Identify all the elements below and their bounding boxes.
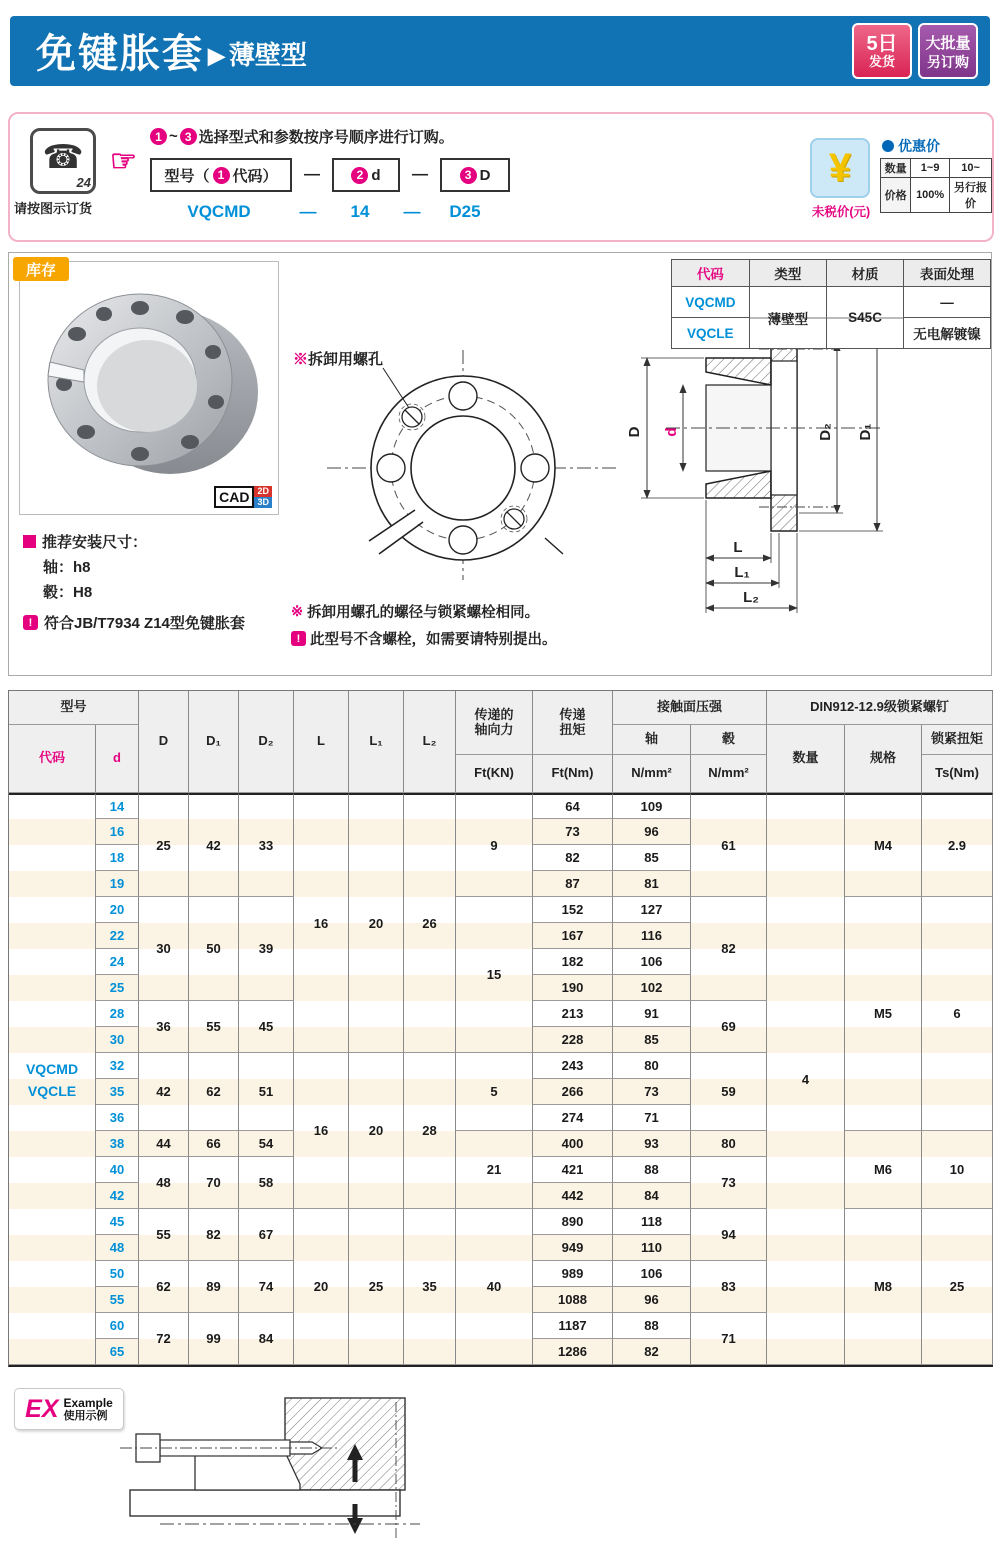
table-cell: 84: [239, 1313, 294, 1365]
table-cell: 55: [139, 1209, 189, 1261]
stock-badge: 库存: [13, 257, 69, 281]
table-cell: 25: [139, 793, 189, 897]
info-icon: !: [23, 615, 38, 630]
table-cell: 55: [189, 1001, 239, 1053]
table-cell: 24: [96, 949, 139, 975]
spec-header-code: 代码: [672, 260, 750, 287]
usage-example-drawing: [100, 1392, 430, 1542]
table-cell: 71: [613, 1105, 691, 1131]
magenta-square-icon: [23, 535, 36, 548]
page-title: [36, 22, 307, 79]
ship-badge-line1: 5日: [866, 32, 898, 55]
removal-hole-label: 拆卸用螺孔: [308, 351, 384, 368]
table-cell: 110: [613, 1235, 691, 1261]
title-main: 免键胀套: [36, 32, 204, 76]
title-arrow-icon: ▶: [208, 43, 225, 68]
table-cell: 400: [533, 1131, 613, 1157]
table-cell: 73: [691, 1157, 767, 1209]
D-box-label: D: [479, 166, 491, 184]
table-cell: 20: [294, 1209, 349, 1365]
table-cell: 82: [189, 1209, 239, 1261]
table-cell: 266: [533, 1079, 613, 1105]
table-cell: 82: [691, 897, 767, 1001]
table-cell: 6: [922, 897, 993, 1131]
table-cell: 72: [139, 1313, 189, 1365]
spec-code-2: VQCLE: [672, 318, 750, 349]
header-code: 代码: [9, 725, 96, 793]
table-cell: 58: [239, 1157, 294, 1209]
dim-D1: D₁: [857, 423, 874, 441]
table-cell: 19: [96, 871, 139, 897]
dash: —: [304, 166, 320, 183]
table-cell: 106: [613, 1261, 691, 1287]
table-cell: 30: [96, 1027, 139, 1053]
spec-type: 薄壁型: [749, 287, 827, 349]
bulk-order-badge: [918, 23, 978, 79]
qty-label: 数量: [881, 159, 911, 178]
phone-24h-icon: [30, 128, 96, 194]
page-header: [10, 16, 990, 86]
table-cell: 21: [456, 1131, 533, 1209]
table-cell: 190: [533, 975, 613, 1001]
ship-badge-line2: 发货: [868, 53, 895, 69]
price-value-1: 100%: [911, 178, 950, 213]
price-label: 价格: [881, 178, 911, 213]
table-cell: 33: [239, 793, 294, 897]
table-cell: 25: [922, 1209, 993, 1365]
header-lock-torque: 锁紧扭矩: [922, 725, 993, 755]
table-cell: 213: [533, 1001, 613, 1027]
table-cell: 38: [96, 1131, 139, 1157]
main-table-body: [9, 793, 993, 1365]
product-photo-box: [19, 261, 279, 515]
install-hub: 毂：H8: [43, 584, 93, 601]
table-cell: 16: [294, 793, 349, 1053]
spec-material: S45C: [827, 287, 904, 349]
install-shaft: 轴：h8: [43, 559, 91, 576]
table-cell: 35: [404, 1209, 456, 1365]
table-cell: 62: [189, 1053, 239, 1131]
table-cell: 91: [613, 1001, 691, 1027]
table-cell: 35: [96, 1079, 139, 1105]
table-cell: 949: [533, 1235, 613, 1261]
d-box-num: 2: [351, 167, 368, 184]
table-cell: 42: [189, 793, 239, 897]
table-cell: 167: [533, 923, 613, 949]
table-cell: 9: [456, 793, 533, 897]
table-cell: 82: [533, 845, 613, 871]
spec-header-surface: 表面处理: [903, 260, 990, 287]
table-cell: 102: [613, 975, 691, 1001]
table-cell: 890: [533, 1209, 613, 1235]
table-cell: 32: [96, 1053, 139, 1079]
dim-L1: L₁: [734, 564, 750, 581]
cad-3d-label: 3D: [254, 497, 272, 508]
spec-surface-2: 无电解镀镍: [903, 318, 990, 349]
table-cell: 152: [533, 897, 613, 923]
table-cell: 67: [239, 1209, 294, 1261]
example-D: D25: [449, 202, 481, 221]
bulk-badge-line2: 另订购: [927, 53, 969, 70]
header-screw-group: DIN912-12.9级锁紧螺钉: [767, 691, 993, 725]
header-D1: D₁: [189, 691, 239, 793]
header-pressure-group: 接触面压强: [613, 691, 767, 725]
table-cell: 109: [613, 793, 691, 819]
header-model-group: 型号: [9, 691, 139, 725]
table-cell: 94: [691, 1209, 767, 1261]
header-d: d: [96, 725, 139, 793]
table-cell: 16: [96, 819, 139, 845]
order-code-boxes: [150, 158, 510, 192]
table-cell: 30: [139, 897, 189, 1001]
header-L2: L₂: [404, 691, 456, 793]
table-cell: 36: [96, 1105, 139, 1131]
header-D: D: [139, 691, 189, 793]
table-cell: 59: [691, 1053, 767, 1131]
yen-icon: ¥: [828, 145, 852, 190]
install-title: 推荐安装尺寸：: [42, 534, 148, 551]
table-cell: 48: [139, 1157, 189, 1209]
table-cell: 50: [189, 897, 239, 1001]
D-code-box: [440, 158, 510, 192]
dim-L: L: [733, 539, 743, 556]
table-cell: 1187: [533, 1313, 613, 1339]
header-qty: 数量: [767, 725, 845, 793]
dim-D2: D₂: [817, 423, 834, 441]
step-3-badge: 3: [180, 128, 197, 145]
section-view-drawing: [621, 303, 921, 633]
price-value-2: 另行报价: [950, 178, 992, 213]
table-cell: 73: [613, 1079, 691, 1105]
table-cell: 99: [189, 1313, 239, 1365]
table-cell: 80: [691, 1131, 767, 1157]
svg-text:※拆卸用螺孔: [293, 350, 383, 368]
tilde: ~: [169, 128, 178, 145]
info-icon: !: [291, 631, 306, 646]
table-header: [9, 691, 993, 793]
table-cell: 62: [139, 1261, 189, 1313]
table-cell: 69: [691, 1001, 767, 1053]
install-notes: [23, 531, 245, 637]
asterisk-mark: ※: [291, 603, 304, 620]
dim-d: d: [663, 427, 680, 437]
table-cell: 54: [239, 1131, 294, 1157]
cad-badge[interactable]: [214, 486, 272, 508]
tax-note: 未税价(元): [811, 205, 871, 219]
header-nmm2-shaft: N/mm²: [613, 755, 691, 793]
table-cell: 22: [96, 923, 139, 949]
product-section: [8, 252, 992, 676]
cad-label: CAD: [214, 486, 254, 508]
table-cell: 71: [691, 1313, 767, 1365]
d-code-box: [332, 158, 400, 192]
table-cell: 14: [96, 793, 139, 819]
table-cell: 36: [139, 1001, 189, 1053]
table-row: [9, 1131, 993, 1157]
table-cell: 15: [456, 897, 533, 1053]
table-cell: 73: [533, 819, 613, 845]
header-L: L: [294, 691, 349, 793]
example-label: Example: [63, 1395, 113, 1410]
table-cell: 83: [691, 1261, 767, 1313]
table-cell: M6: [845, 1131, 922, 1209]
dim-D: D: [626, 426, 643, 438]
note-2: 此型号不含螺栓，如需要请特别提出。: [310, 632, 557, 648]
ordering-instruction: [150, 126, 454, 147]
table-cell: 5: [456, 1053, 533, 1131]
table-cell: 20: [349, 793, 404, 1053]
table-cell: 55: [96, 1287, 139, 1313]
table-cell: 80: [613, 1053, 691, 1079]
ship-5day-badge: [852, 23, 912, 79]
table-cell: 40: [96, 1157, 139, 1183]
phone-icon: ☎: [42, 138, 84, 175]
qty-range-1: 1~9: [911, 159, 950, 178]
table-cell: 25: [349, 1209, 404, 1365]
spec-code-1: VQCMD: [672, 287, 750, 318]
table-cell: 61: [691, 793, 767, 897]
dash: —: [412, 166, 428, 183]
cad-2d-label: 2D: [254, 486, 272, 497]
table-cell: 64: [533, 793, 613, 819]
d-box-label: d: [371, 166, 381, 184]
table-cell: 243: [533, 1053, 613, 1079]
table-cell: 66: [189, 1131, 239, 1157]
table-cell: 26: [404, 793, 456, 1053]
blue-dot-icon: [882, 140, 894, 152]
price-table: [880, 158, 992, 213]
table-cell: 228: [533, 1027, 613, 1053]
table-cell: 989: [533, 1261, 613, 1287]
example-caption: 使用示例: [63, 1409, 108, 1422]
table-cell: 44: [139, 1131, 189, 1157]
table-cell: 42: [139, 1053, 189, 1131]
header-nmm2-hub: N/mm²: [691, 755, 767, 793]
header-ftkn: Ft(KN): [456, 755, 533, 793]
header-D2: D₂: [239, 691, 294, 793]
table-cell: 20: [96, 897, 139, 923]
table-cell: 2.9: [922, 793, 993, 897]
D-box-num: 3: [460, 167, 477, 184]
table-cell: 60: [96, 1313, 139, 1339]
spec-surface-1: —: [903, 287, 990, 318]
table-row: [9, 793, 993, 819]
front-view-drawing: [287, 331, 639, 599]
table-cell: 70: [189, 1157, 239, 1209]
table-cell: 82: [613, 1339, 691, 1365]
example-d: 14: [350, 202, 370, 221]
table-cell: 442: [533, 1183, 613, 1209]
step-1-badge: 1: [150, 128, 167, 145]
table-cell: 45: [239, 1001, 294, 1053]
table-cell: 106: [613, 949, 691, 975]
table-cell: 40: [456, 1209, 533, 1365]
price-icon-box: [810, 138, 870, 198]
header-axial: 传递的 轴向力: [456, 691, 533, 755]
table-cell: 18: [96, 845, 139, 871]
table-cell: 96: [613, 819, 691, 845]
header-torque: 传递 扭矩: [533, 691, 613, 755]
table-cell: 39: [239, 897, 294, 1001]
table-cell: 1286: [533, 1339, 613, 1365]
table-row: [9, 1209, 993, 1235]
table-cell: 50: [96, 1261, 139, 1287]
table-cell: VQCMD VQCLE: [9, 793, 96, 1365]
table-cell: 25: [96, 975, 139, 1001]
header-ts: Ts(Nm): [922, 755, 993, 793]
table-cell: 88: [613, 1313, 691, 1339]
header-ftnm: Ft(Nm): [533, 755, 613, 793]
spec-header-type: 类型: [749, 260, 827, 287]
example-model: VQCMD: [187, 202, 251, 221]
deal-title-text: 优惠价: [898, 138, 940, 154]
spec-table: [671, 259, 991, 349]
standard-note: 符合JB/T7934 Z14型免键胀套: [44, 615, 245, 632]
drawing-notes: [291, 601, 557, 655]
table-cell: 85: [613, 845, 691, 871]
table-cell: 81: [613, 871, 691, 897]
spec-header-material: 材质: [827, 260, 904, 287]
table-cell: 89: [189, 1261, 239, 1313]
table-cell: 45: [96, 1209, 139, 1235]
product-photo: [20, 262, 276, 512]
model-code-box: [150, 158, 292, 192]
table-cell: 93: [613, 1131, 691, 1157]
deal-title: [882, 136, 940, 156]
table-cell: 421: [533, 1157, 613, 1183]
table-cell: 87: [533, 871, 613, 897]
header-hub: 毂: [691, 725, 767, 755]
table-cell: 1088: [533, 1287, 613, 1313]
table-cell: 96: [613, 1287, 691, 1313]
table-cell: 182: [533, 949, 613, 975]
table-cell: 118: [613, 1209, 691, 1235]
instruction-text: 选择型式和参数按序号顺序进行订购。: [198, 129, 454, 146]
ex-label: EX: [25, 1394, 59, 1423]
table-cell: 16: [294, 1053, 349, 1209]
table-cell: 51: [239, 1053, 294, 1131]
removal-mark: ※: [293, 351, 309, 368]
table-cell: 85: [613, 1027, 691, 1053]
note-1: 拆卸用螺孔的螺径与锁紧螺栓相同。: [307, 605, 540, 621]
table-cell: M8: [845, 1209, 922, 1365]
table-cell: 20: [349, 1053, 404, 1209]
phone-24-label: 24: [76, 175, 91, 190]
pointing-hand-icon: ☞: [110, 145, 137, 178]
phone-caption: 请按图示订货: [14, 201, 93, 216]
table-cell: M4: [845, 793, 922, 897]
order-example-row: [150, 202, 498, 222]
table-cell: 10: [922, 1131, 993, 1209]
table-cell: 127: [613, 897, 691, 923]
table-cell: 84: [613, 1183, 691, 1209]
model-box-pre: 型号（: [164, 167, 210, 185]
header-L1: L₁: [349, 691, 404, 793]
table-cell: 116: [613, 923, 691, 949]
table-row: [9, 897, 993, 923]
dash: —: [299, 202, 317, 221]
dim-L2: L₂: [743, 589, 759, 606]
table-cell: 48: [96, 1235, 139, 1261]
header-spec: 规格: [845, 725, 922, 793]
table-cell: 274: [533, 1105, 613, 1131]
ordering-panel: [8, 112, 994, 242]
bulk-badge-line1: 大批量: [925, 34, 971, 52]
table-cell: 42: [96, 1183, 139, 1209]
table-cell: M5: [845, 897, 922, 1131]
header-shaft: 轴: [613, 725, 691, 755]
title-sub: 薄壁型: [228, 40, 307, 70]
table-cell: 65: [96, 1339, 139, 1365]
table-cell: 28: [96, 1001, 139, 1027]
qty-range-2: 10~: [950, 159, 992, 178]
model-box-post: 代码）: [232, 167, 278, 185]
model-box-num: 1: [213, 167, 230, 184]
table-cell: 88: [613, 1157, 691, 1183]
dash: —: [403, 202, 421, 221]
table-cell: 4: [767, 793, 845, 1365]
table-cell: 28: [404, 1053, 456, 1209]
dimension-table: [8, 690, 993, 1367]
table-cell: 74: [239, 1261, 294, 1313]
